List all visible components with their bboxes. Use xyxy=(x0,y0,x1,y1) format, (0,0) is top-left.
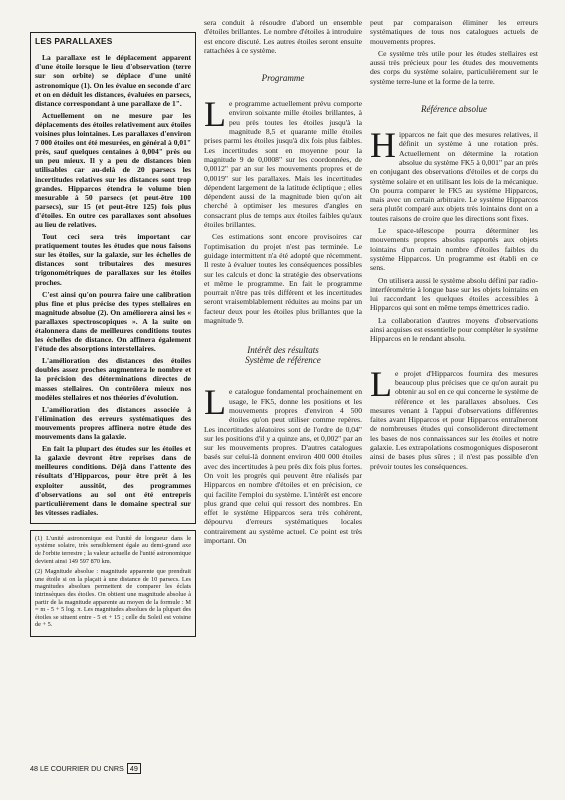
section-title-programme: Programme xyxy=(261,73,305,84)
column-left xyxy=(30,18,196,637)
sidebar-paragraph: Actuellement on ne mesure par les déplacements des étoiles relativement aux étoiles voisines plus lointaines. Les parallaxes d'environ 7 000 étoiles ont été mesurées, en général à 0,01" près, sauf quelques centaines à 0,004" près ou un peu mieux. Il y a peu de distances bien utilisables car au-delà de 20 parsecs les incertitudes relatives sur les distances sont trop grandes. Hipparcos étendra le volume bien mesurable à 50 parsecs (et peut-être 100 parsecs), sur 15 (et peut-être 125) fois plus d'étoiles. En outre ces parallaxes sont absolues au lieu de relatives. xyxy=(35,110,191,229)
sidebar-paragraph: La parallaxe est le déplacement apparent d'une étoile lorsque le lieu d'observation (terre sur son orbite) se déplace d'une unité astronomique (1). On les évalue en seconde d'arc et on en déduit les distances, évaluées en parsecs, distance correspondant à une parallaxe de 1". xyxy=(35,53,191,108)
parallaxes-sidebar xyxy=(30,32,196,524)
footnotes-box xyxy=(30,530,196,637)
drop-cap: H xyxy=(370,125,396,166)
page-number: 49 xyxy=(127,763,141,774)
body-paragraph xyxy=(370,363,538,471)
page-footer xyxy=(30,764,141,773)
body-paragraph: sera conduit à résoudre d'abord un ensemble d'étoiles brillantes. Le nombre d'étoiles à introduire est encore discuté. Les autres étoiles seront ensuite rattachées à ce système. xyxy=(204,18,362,55)
body-paragraph: On utilisera aussi le système absolu défini par radio-interférométrie à longue base sur les objets lointains en lui raccordant les quelques étoiles accessibles à Hipparcos qui sont en même temps émettrices radio. xyxy=(370,275,538,313)
paragraph-text: e catalogue fondamental prochainement en usage, le FK5, donne les positions et les mouvements propres d'environ 4 500 étoiles qu'on peut utiliser comme repères. Les incertitudes aléatoires sont de l'ordre de 0,04" sur les positions d'il y a quinze ans, et 0,002" par an sur les mouvements propres. D'autres catalogues basés sur celui-là donnent environ 400 000 étoiles avec des incertitudes à peu près dix fois plus fortes. On voit les progrès qui peuvent être réalisés par Hipparcos en nombre d'étoiles et en précision, ce qui facilite l'emploi du système. L'intérêt est encore plus grand que celui qui ressort des nombres. En effet le système Hipparcos sera très cohérent, dépourvu d'erreurs systématiques locales contrairement au système actuel. Ce point est très important. On xyxy=(204,387,362,546)
sidebar-paragraph: En fait la plupart des études sur les étoiles et la galaxie devront être reprises dans de meilleures conditions. Déjà dans l'attente des résultats d'Hipparcos, pour être prêt à les exploiter aussitôt, des programmes d'observations au sol ont été entrepris particulièrement dans le domaine spectral sur les vitesses radiales. xyxy=(35,444,191,517)
paragraph-text: ipparcos ne fait que des mesures relatives, il définit un système à une rotation près. Actuellement on détermine la rotation absolue du système FK5 à 0,001" par an près en conjugant des observations d'étoiles et de corps du système solaire et en utilisant les lois de la mécanique. On pourra comparer le FK5 au système Hipparcos, mais avec un certain arbitraire. Le système Hipparcos sera plutôt comparé aux objets très lointains dont on a toutes raisons de croire que les directions sont fixes. xyxy=(370,130,538,223)
paragraph-text: e programme actuellement prévu comporte environ soixante mille étoiles brillantes, à peu près toutes les étoiles jusqu'à la magnitude 8,5 et quarante mille étoiles prises parmi les étoiles jusqu'à dix fois plus faibles. Les incertitudes sont en moyenne pour la magnitude 9 de 0,0008" sur les coordonnées, de 0,0012" par an sur les mouvements propres et de 0,0019" sur les parallaxes. Mais les incertitudes dépendent largement de la latitude écliptique ; elles dépendent aussi de la magnitude bien qu'on ait cherché à optimiser les mesures d'angles en consacrant plus de temps aux étoiles faibles qu'aux étoiles brillantes. xyxy=(204,99,362,230)
footnote: (1) L'unité astronomique est l'unité de longueur dans le système solaire, très sensiblement égale au demi-grand axe de l'orbite terrestre ; la valeur actuelle de l'unité astronomique devient ainsi 149 597 870 km. xyxy=(35,534,191,565)
footnote: (2) Magnitude absolue : magnitude apparente que prendrait une étoile si on la plaçait à une distance de 10 parsecs. Les magnitudes absolues permettent de comparer les éclats intrinsèques des étoiles. On obtient une magnitude absolue à partir de la magnitude apparente au moyen de la formule : M = m - 5 + 5 log. π. Les magnitudes absolues de la plupart des étoiles se situent entre - 5 et + 15 ; celle du Soleil est voisine de + 5. xyxy=(35,568,191,629)
body-paragraph xyxy=(204,382,362,546)
section-title-reference: Référence absolue xyxy=(421,104,487,115)
body-paragraph: peut par comparaison éliminer les erreurs systématiques de tous nos catalogues actuels de mouvements propres. xyxy=(370,18,538,46)
body-paragraph: Le space-télescope pourra déterminer les mouvements propres absolus rapportés aux objets lointains d'un certain nombre d'étoiles faibles du système Hipparcos. Un programme est établi en ce sens. xyxy=(370,226,538,273)
column-right xyxy=(370,18,538,474)
sidebar-title: LES PARALLAXES xyxy=(35,36,113,46)
sidebar-paragraph: Tout ceci sera très important car pratiquement toutes les études que nous faisons sur les étoiles, sur la galaxie, sur les échelles de distances sont tributaires des mesures trigonométriques de parallaxes sur les étoiles proches. xyxy=(35,232,191,287)
section-title-line: Système de référence xyxy=(245,355,321,366)
paragraph-text: e projet d'Hipparcos fournira des mesures beaucoup plus précises que ce qu'on aurait pu obtenir au sol en ce qui concerne le système de référence et les parallaxes absolues. Ces mesures venant à l'appui d'observations différentes faites avant Hipparcos et pour Hipparcos entraîneront de nombreuses études qui consolideront directement les bases de nos connaissances sur les étoiles et notre galaxie. Les extrapolations cosmogoniques disposeront ainsi de bases plus sûres ; il n'est pas possible d'en prévoir toutes les conséquences. xyxy=(370,368,538,471)
body-paragraph: La collaboration d'autres moyens d'observations ainsi acquises est essentielle pour compléter le système Hipparcos en le rendant absolu. xyxy=(370,315,538,344)
column-middle xyxy=(204,18,362,548)
drop-cap: L xyxy=(204,382,226,423)
footer-text: 48 LE COURRIER DU CNRS xyxy=(30,764,124,773)
sidebar-paragraph: L'amélioration des distances des étoiles doubles assez proches augmentera le nombre et la précision des déterminations directes de masses stellaires. On contrôlera mieux nos modèles stellaires et nos théories d'évolution. xyxy=(35,356,191,402)
sidebar-paragraph: L'amélioration des distances associée à l'élimination des erreurs systématiques des mouvements propres affinera notre étude des mouvements dans la galaxie. xyxy=(35,404,191,442)
section-title-line: Intérêt des résultats xyxy=(247,345,319,356)
sidebar-paragraph: C'est ainsi qu'on pourra faire une calibration plus fine et plus précise des types stellaires en magnitude absolue (2). On améliorera ainsi les « parallaxes spectroscopiques ». A la suite on étalonnera dans de meilleures conditions toutes les échelles de distance. On affinera également l'étude des absorptions interstellaires. xyxy=(35,289,191,354)
section-title-interet xyxy=(204,345,362,365)
body-paragraph xyxy=(204,94,362,230)
drop-cap: L xyxy=(204,94,226,135)
body-paragraph: Ces estimations sont encore provisoires car l'optimisation du projet n'est pas terminée. Le guidage intermittent n'a été adopté que récemment. Il reste à évaluer toutes les conséquences possibles sur les calculs et donc la stratégie des observations et même le programme. En fait le programme pourrait n'être pas très différent et les incertitudes seront vraisemblablement réduites au moins par un facteur deux pour les étoiles plus brillantes que la magnitude 9. xyxy=(204,232,362,326)
drop-cap: L xyxy=(370,363,392,404)
body-paragraph xyxy=(370,125,538,223)
body-paragraph: Ce système très utile pour les études stellaires est aussi très précieux pour les études des mouvements des corps du système solaire, particulièrement sur le système terre-lune et la forme de la terre. xyxy=(370,48,538,86)
